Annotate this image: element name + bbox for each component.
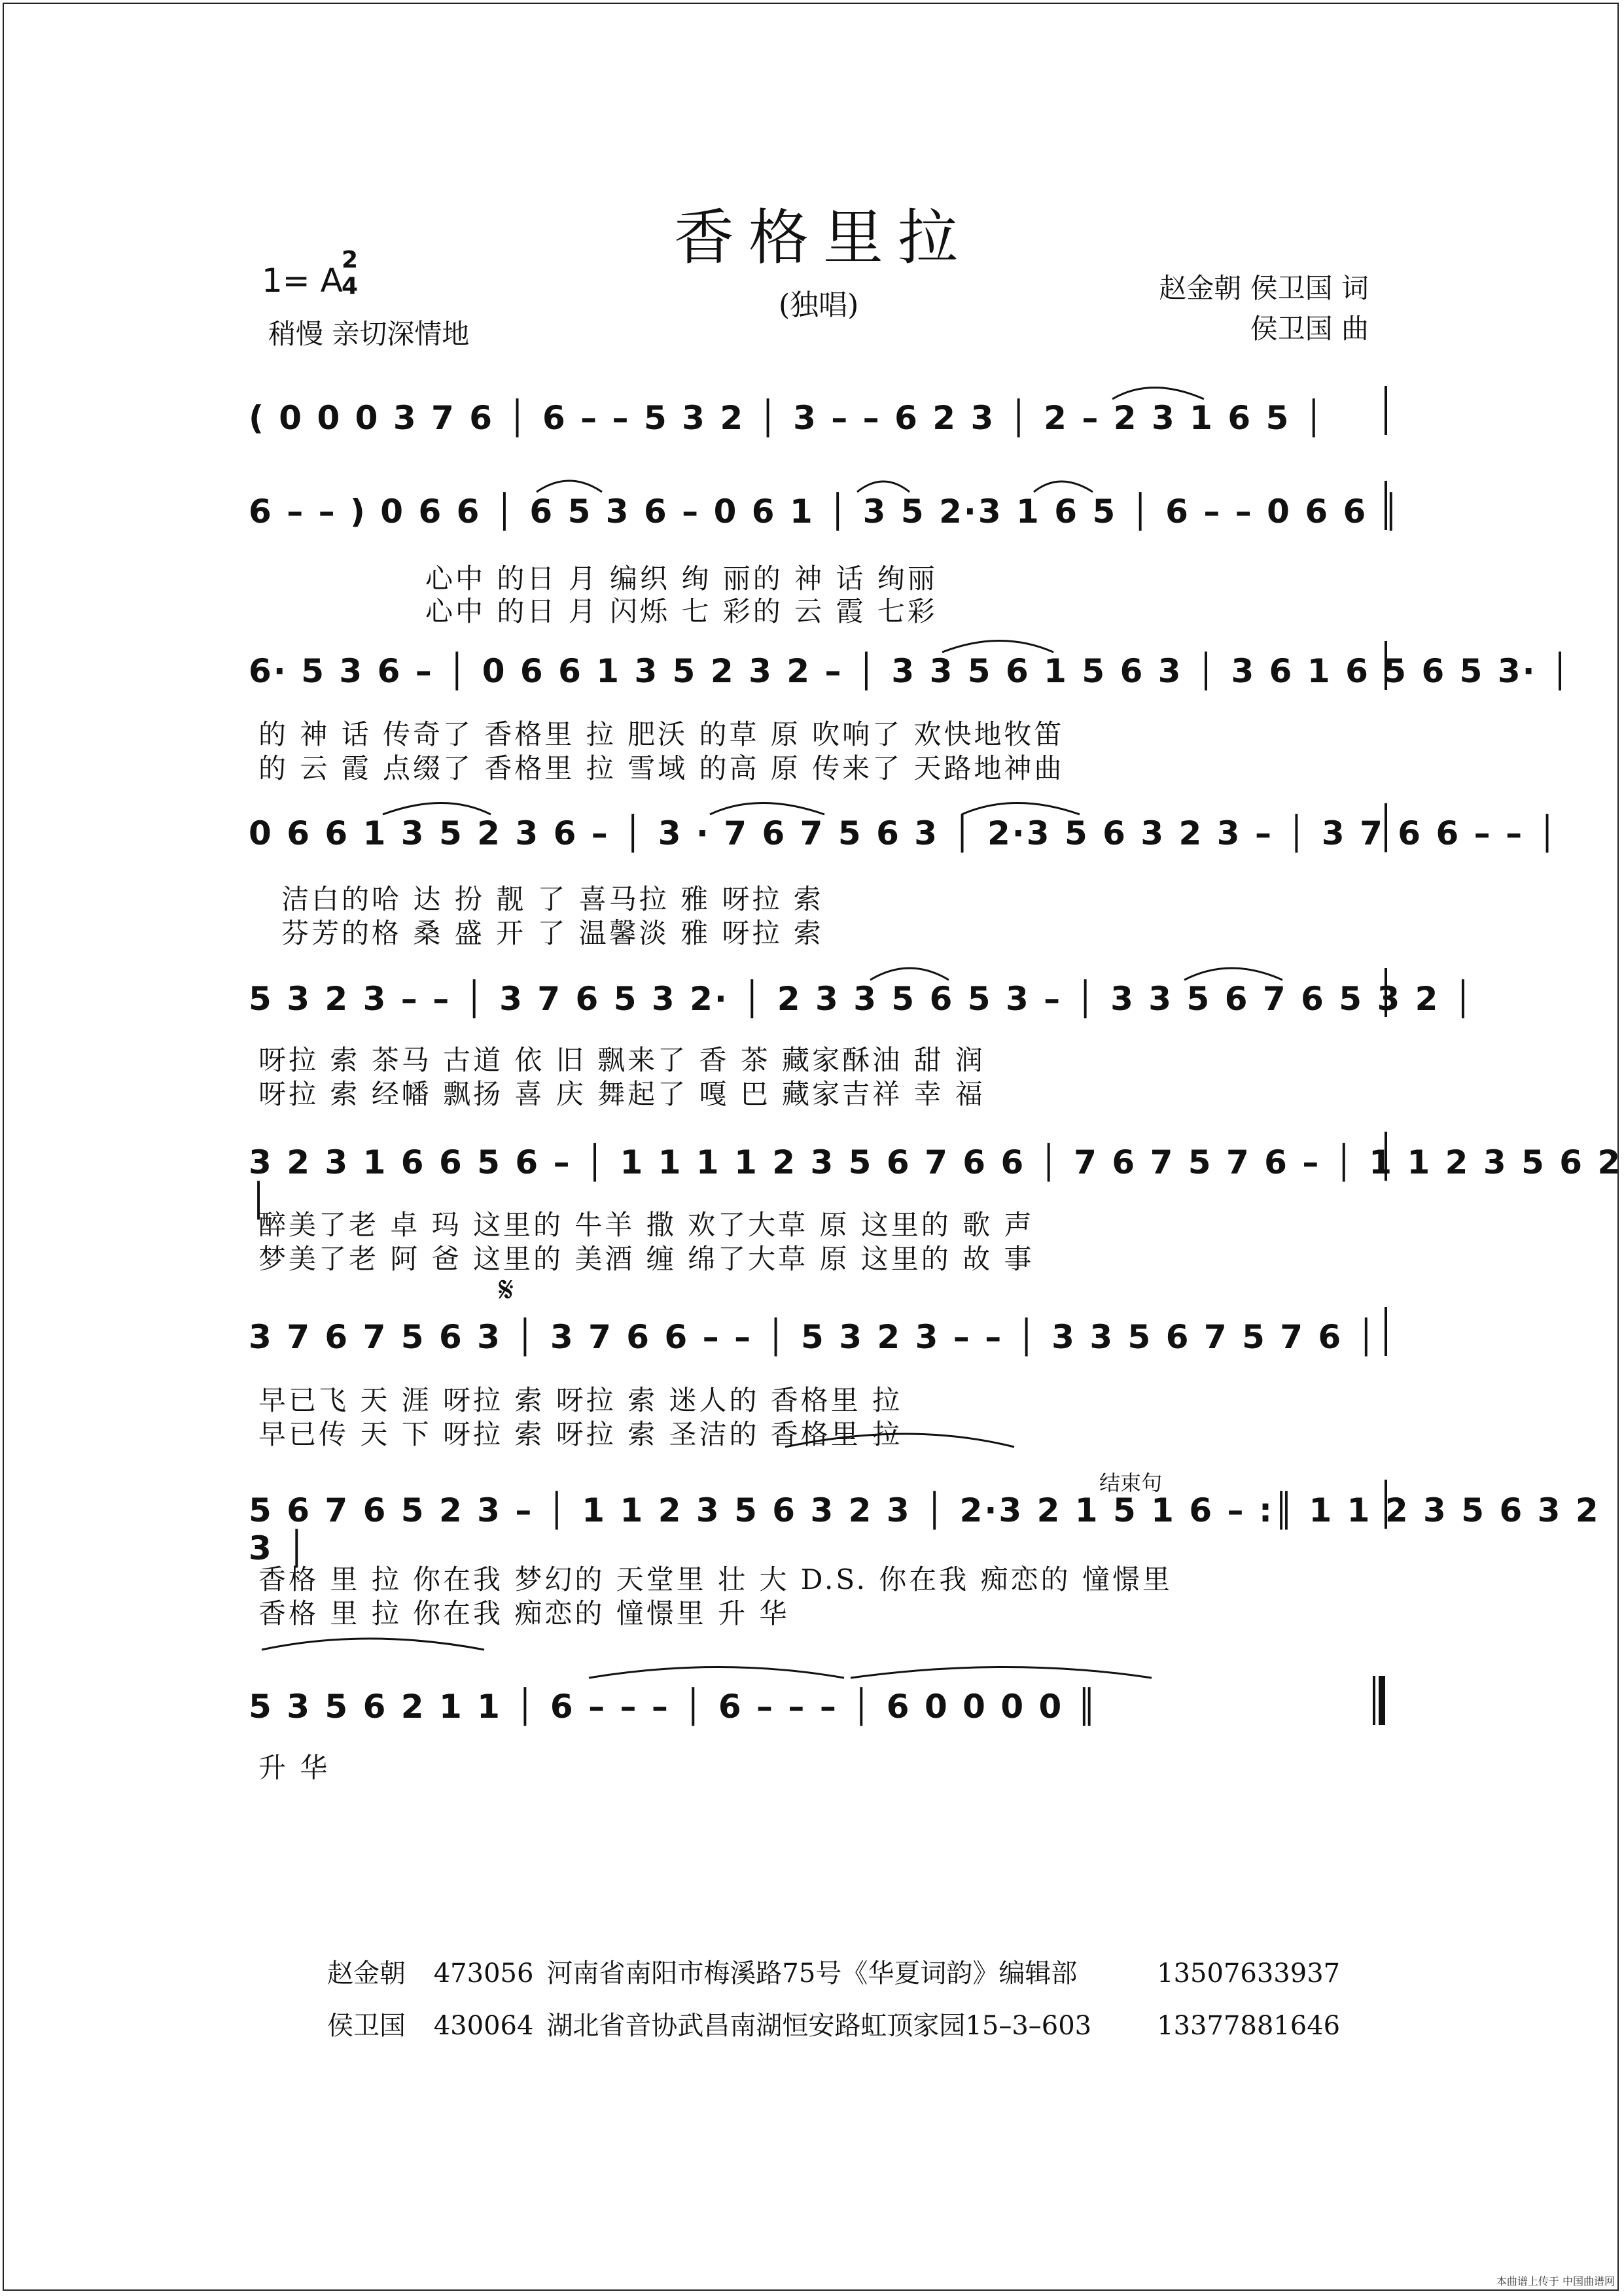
lyric-line-8a: 香格 里 拉 你在我 梦幻的 天堂里 壮 大 D.S. 你在我 痴恋的 憧憬里: [258, 1563, 1173, 1595]
lyric-line-3a: 的 神 话 传奇了 香格里 拉 肥沃 的草 原 吹响了 欢快地牧笛: [258, 718, 1065, 750]
lyric-line-5a: 呀拉 索 茶马 古道 依 旧 飘来了 香 茶 藏家酥油 甜 润: [258, 1044, 985, 1076]
lyric-line-5b: 呀拉 索 经幡 飘扬 喜 庆 舞起了 嘎 巴 藏家吉祥 幸 福: [258, 1078, 985, 1110]
lyric-line-3b: 的 云 霞 点缀了 香格里 拉 雪域 的高 原 传来了 天路地神曲: [258, 752, 1065, 784]
music-line-2: 6 – – ) 0 6 6 │ 6 5 3 6 – 0 6 1 │ 3 5 2·3 1 6 5 │ 6 – – 0 6 6 │: [249, 493, 1403, 531]
song-subtitle: (独唱): [779, 288, 859, 322]
lyric-line-4b: 芬芳的格 桑 盛 开 了 温馨淡 雅 呀拉 索: [281, 917, 824, 949]
ending-label: 结束句: [1099, 1470, 1163, 1495]
song-title: 香格里拉: [674, 203, 973, 273]
music-line-7: 3 7 6 7 5 6 3 │ 3 7 6 6 – – │ 5 3 2 3 – – │ 3 3 5 6 7 5 7 6 │: [249, 1318, 1378, 1356]
lyric-line-2b: 心中 的日 月 闪烁 七 彩的 云 霞 七彩: [425, 595, 938, 627]
contact-name: 侯卫国: [327, 2011, 406, 2041]
slur: [870, 968, 949, 980]
lyric-line-7b: 早已传 天 下 呀拉 索 呀拉 索 圣洁的 香格里 拉: [258, 1418, 903, 1450]
segno-sign: 𝄋: [499, 1269, 514, 1310]
slur: [710, 803, 824, 815]
slur: [383, 803, 491, 815]
slur: [962, 803, 1080, 815]
tempo-marking: 稍慢 亲切深情地: [268, 318, 470, 350]
slur: [857, 481, 909, 492]
music-line-9: 5 3 5 6 2 1 1 │ 6 – – – │ 6 – – – │ 6 0 0 0 0 ║: [249, 1688, 1099, 1726]
lyric-line-6a: 醉美了老 卓 玛 这里的 牛羊 撒 欢了大草 原 这里的 歌 声: [258, 1209, 1034, 1241]
contact-address: 河南省南阳市梅溪路75号《华夏词韵》编辑部: [546, 1958, 1078, 1989]
lyric-line-8b: 香格 里 拉 你在我 痴恋的 憧憬里 升 华: [258, 1597, 790, 1629]
contact-row-2: [327, 2005, 1340, 2042]
lyricist-credit: 赵金朝 侯卫国 词: [1159, 272, 1369, 304]
slur: [589, 1667, 844, 1679]
slur: [1184, 968, 1282, 980]
contact-phone: 13507633937: [1157, 1958, 1341, 1989]
contact-name: 赵金朝: [327, 1958, 406, 1989]
lyric-line-7a: 早已飞 天 涯 呀拉 索 呀拉 索 迷人的 香格里 拉: [258, 1384, 903, 1416]
contact-postcode: 473056: [433, 1958, 534, 1989]
slur: [262, 1639, 484, 1650]
slur: [537, 481, 602, 492]
slur: [1034, 481, 1093, 492]
lyric-line-4a: 洁白的哈 达 扮 靓 了 喜马拉 雅 呀拉 索: [281, 883, 824, 915]
music-line-8: 5 6 7 6 5 2 3 – │ 1 1 2 3 5 6 3 2 3 │ 2·3 2 1 5 1 6 – :║ 1 1 2 3 5 6 3 2 3 │: [249, 1491, 1600, 1567]
time-bottom: 4: [342, 273, 359, 300]
lyric-line-6b: 梦美了老 阿 爸 这里的 美酒 缠 绵了大草 原 这里的 故 事: [258, 1243, 1034, 1275]
composer-credit: 侯卫国 曲: [1250, 313, 1369, 345]
slur: [1112, 388, 1204, 400]
contact-row-1: [327, 1953, 1340, 1990]
contact-phone: 13377881646: [1157, 2011, 1341, 2041]
slur: [785, 1434, 1014, 1447]
contact-address: 湖北省音协武昌南湖恒安路虹顶家园15–3–603: [546, 2011, 1092, 2041]
time-top: 2: [342, 247, 359, 273]
contact-postcode: 430064: [433, 2011, 534, 2041]
watermark: 本曲谱上传于 中国曲谱网: [1496, 2275, 1615, 2287]
music-line-4: 0 6 6 1 3 5 2 3 6 – │ 3 · 7 6 7 5 6 3 │ 2·3 5 6 3 2 3 – │ 3 7 6 6 – – │: [249, 814, 1559, 852]
slur: [942, 641, 1053, 653]
music-line-5: 5 3 2 3 – – │ 3 7 6 5 3 2· │ 2 3 3 5 6 5 3 – │ 3 3 5 6 7 6 5 3 2 │: [249, 980, 1475, 1018]
music-line-3: 6· 5 3 6 – │ 0 6 6 1 3 5 2 3 2 – │ 3 3 5 6 1 5 6 3 │ 3 6 1 6 5 6 5 3· │: [249, 652, 1572, 690]
music-line-6: 3 2 3 1 6 6 5 6 – │ 1 1 1 1 2 3 5 6 7 6 6 │ 7 6 7 5 7 6 – │ 1 1 2 3 5 6 2 │: [249, 1143, 1623, 1219]
key-label: 1= A: [262, 262, 343, 300]
lyric-line-9a: 升 华: [258, 1752, 330, 1784]
slur: [851, 1667, 1152, 1679]
lyric-line-2a: 心中 的日 月 编织 绚 丽的 神 话 绚丽: [425, 563, 938, 595]
music-line-1: ( 0 0 0 3 7 6 │ 6 – – 5 3 2 │ 3 – – 6 2 3 │ 2 – 2 3 1 6 5 │: [249, 399, 1326, 437]
